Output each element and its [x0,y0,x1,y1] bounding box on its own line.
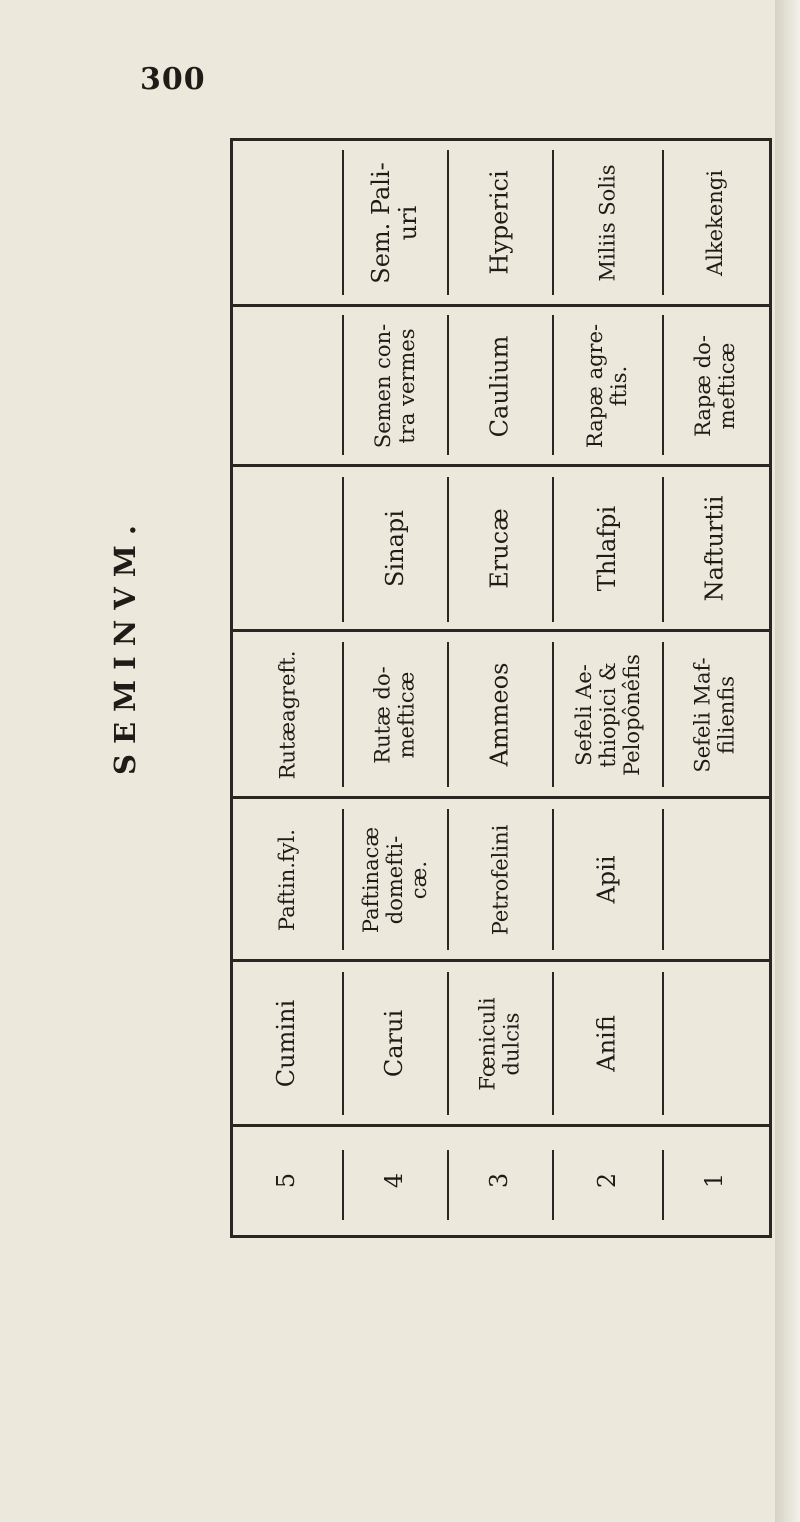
table-cell: Sem. Pali- uri [367,161,422,284]
table-cell: Miliis Solis [595,163,620,282]
table-cell: Nafturtii [700,495,729,602]
table-cell: Sefeli Ae- thiopici & Pelopônêfis [571,653,644,776]
column-number: 2 [593,1172,621,1188]
table-cell: Paftin.fyl. [275,828,299,931]
table-cell: Hyperici [485,170,514,275]
table-cell: Rapæ do- mefticæ [691,335,740,437]
table-cell [665,799,765,960]
table-cell: Semen con- tra vermes [371,323,420,449]
table-cell: Apii [592,855,621,904]
table-cell: Erucæ [485,508,514,589]
column-number: 4 [380,1172,409,1188]
table-cell: Petrofelini [488,824,513,935]
table-cell: Thlafpi [593,505,621,592]
table-cell: Cumini [272,999,301,1088]
table-cell: Caulium [485,335,514,437]
table-cell: Sinapi [380,510,409,587]
table-cell: Fœniculi dulcis [476,996,524,1091]
column-number: 3 [485,1172,514,1188]
table-cell: Alkekengi [703,169,727,276]
table-cell-spacer [238,140,338,305]
table-cell: Ammeos [485,662,514,767]
book-spine-shadow [775,0,800,1522]
table-cell: Sefeli Maf- filienfis [691,656,740,773]
page-number: 300 [140,62,206,97]
table-cell: Rutæ do- mefticæ [371,665,419,764]
table-cell: Rapæ agre- ftis. [583,323,632,449]
table-cell: Carui [380,1009,409,1078]
table-cell [665,962,765,1125]
table-cell: Rutæagreft. [275,650,299,779]
table-cell: Anifi [592,1015,621,1072]
table-cell: Paftinacæ domefti- cæ. [359,826,431,933]
column-number: 5 [272,1172,301,1188]
column-number: 1 [700,1172,729,1188]
running-head: SEMINVM. [108,515,142,775]
